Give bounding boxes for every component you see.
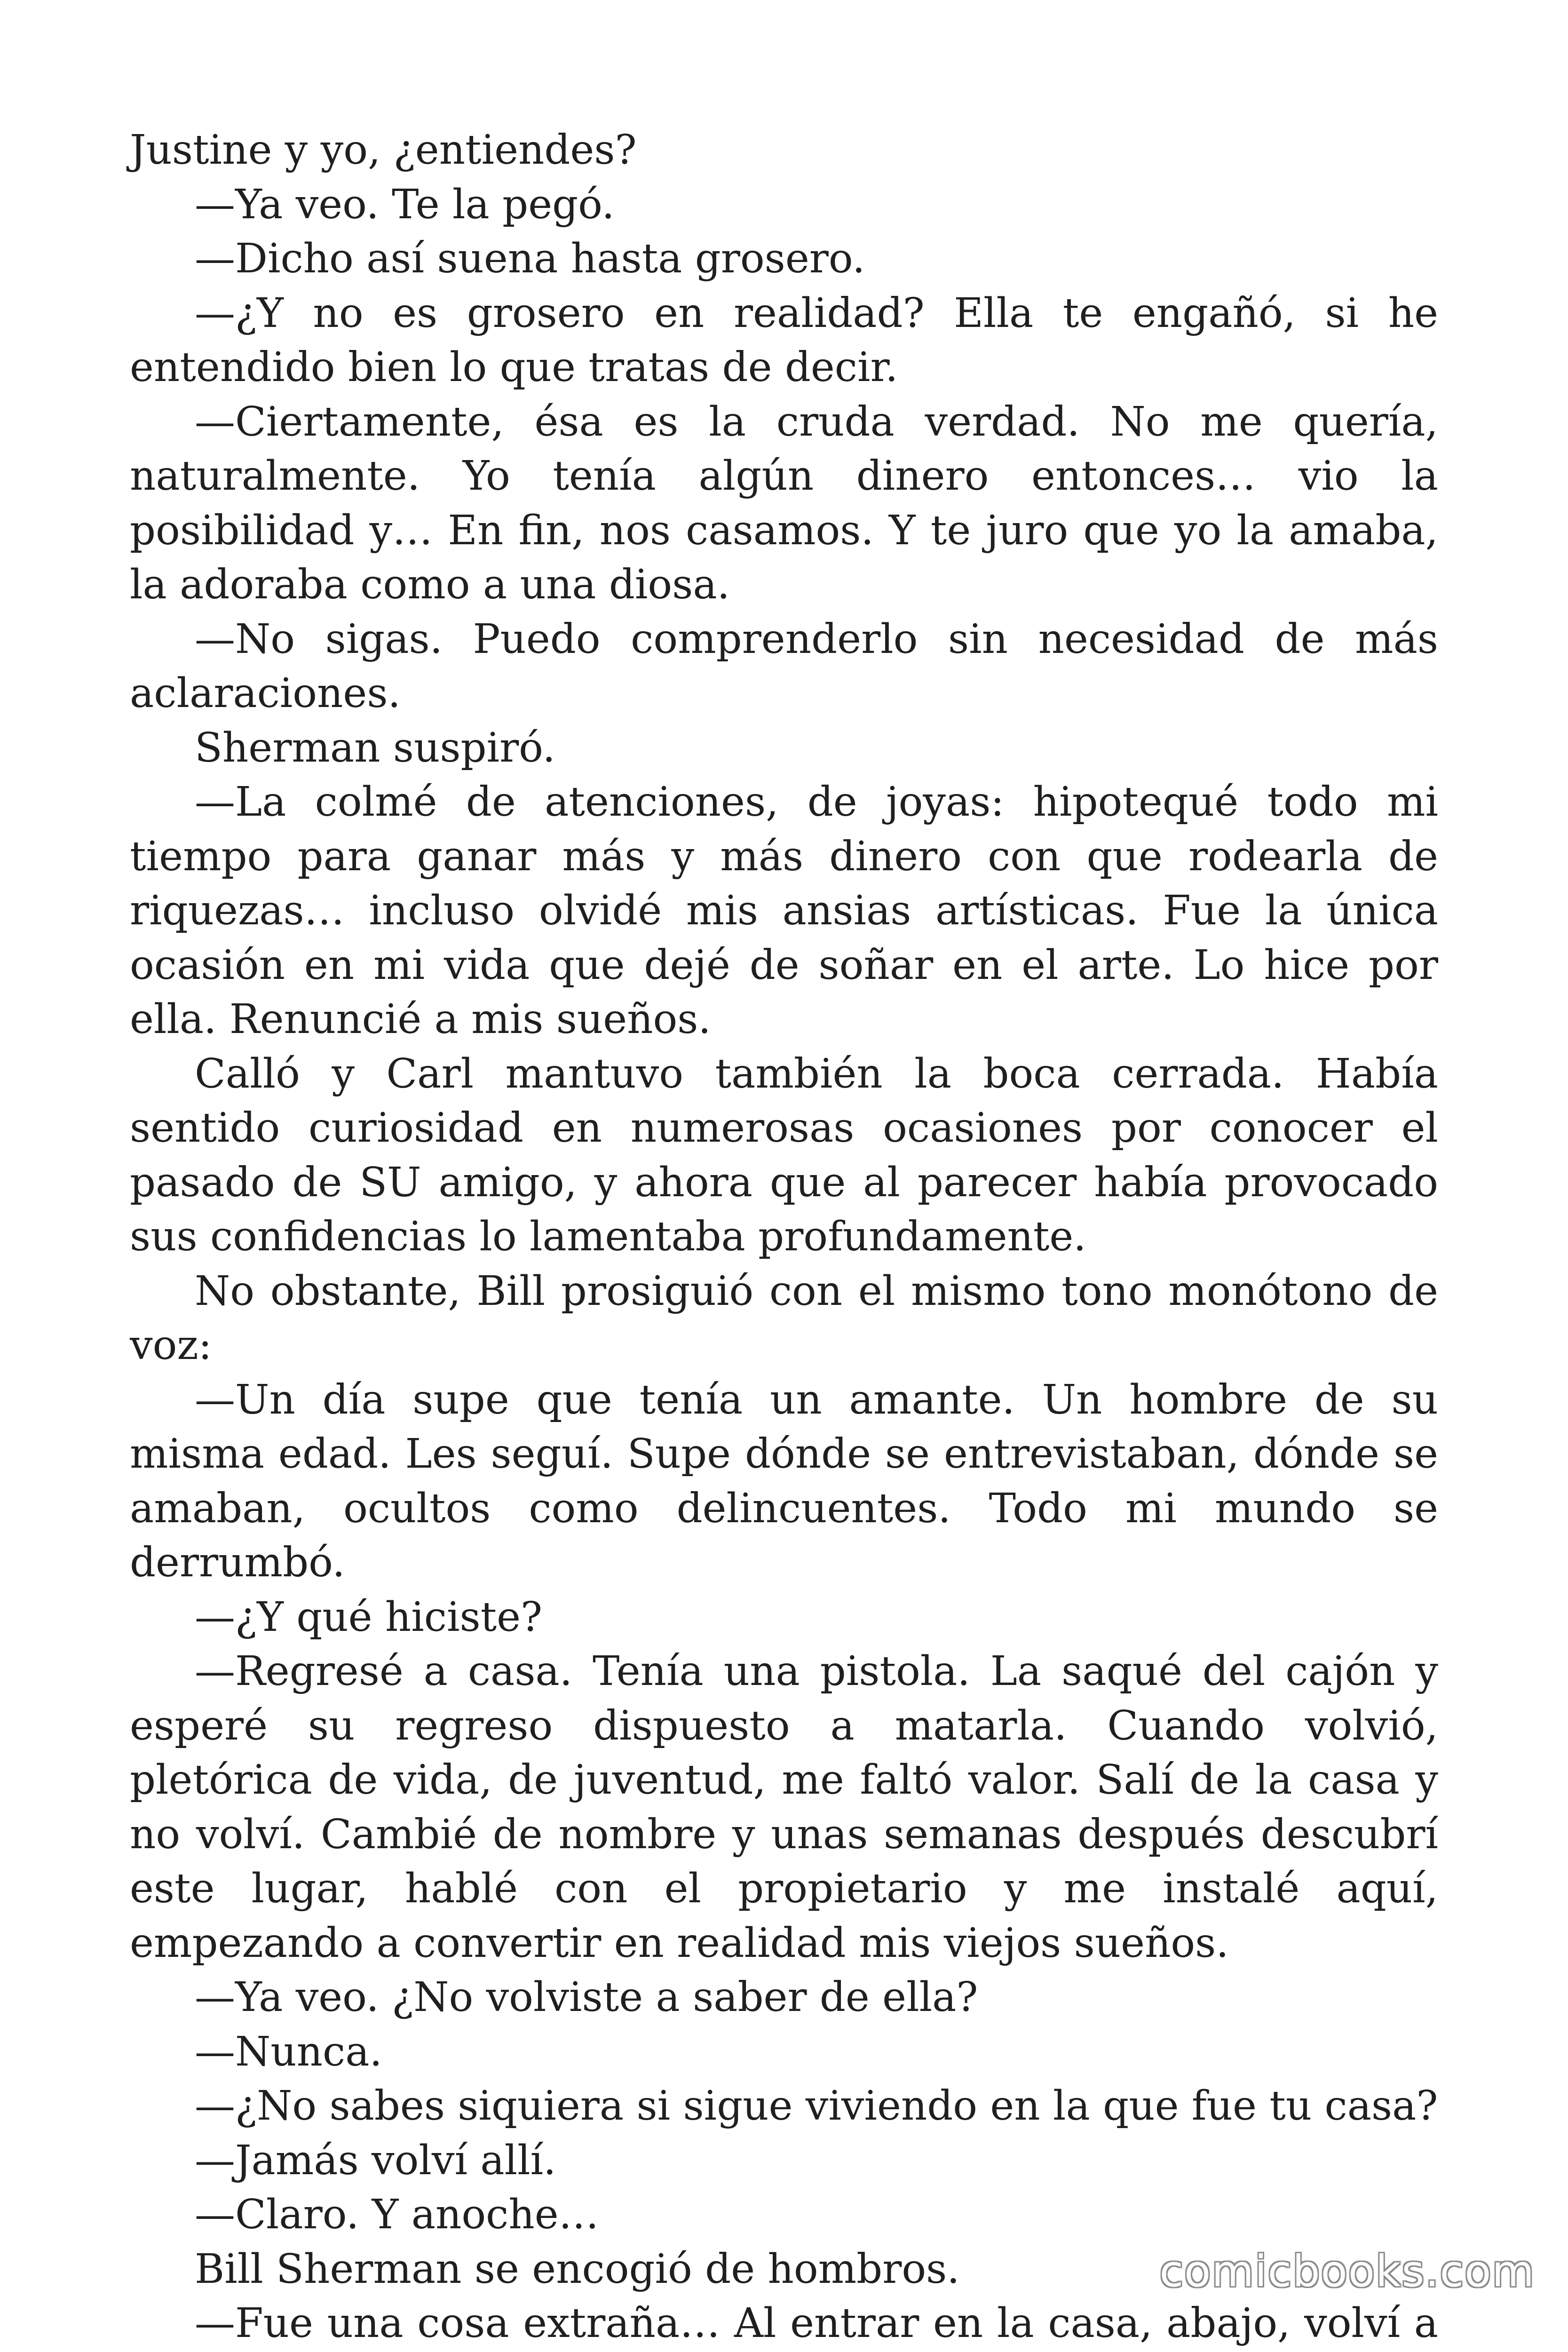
paragraph: Sherman suspiró. <box>195 724 555 771</box>
paragraph: No obstante, Bill prosiguió con el mismo tono monótono de voz: <box>130 1267 1438 1369</box>
paragraph: Bill Sherman se encogió de hombros. <box>195 2245 960 2293</box>
paragraph: —¿No sabes siquiera si sigue viviendo en la que fue tu casa? <box>195 2082 1438 2130</box>
page-body <box>130 123 1438 2351</box>
paragraph: —Ya veo. Te la pegó. <box>195 181 615 228</box>
watermark: comicbooks.com <box>1159 2246 1535 2296</box>
paragraph: Justine y yo, ¿entiendes? <box>130 127 637 174</box>
paragraph: —Dicho así suena hasta grosero. <box>195 235 865 282</box>
paragraph: —No sigas. Puedo comprenderlo sin necesidad de más aclaraciones. <box>130 615 1438 717</box>
paragraph: —Ya veo. ¿No volviste a saber de ella? <box>195 1974 978 2021</box>
paragraph: —Ciertamente, ésa es la cruda verdad. No me quería, naturalmente. Yo tenía algún dinero entonces… vio la posibilidad y… En fin, nos casamos. Y te juro que yo la amaba, la adoraba como a una diosa. <box>130 398 1438 608</box>
paragraph: —Regresé a casa. Tenía una pistola. La saqué del cajón y esperé su regreso dispuesto a matarla. Cuando volvió, pletórica de vida, de juventud, me faltó valor. Salí de la casa y no volví. Cambié de nombre y unas semanas después descubrí este lugar, hablé con el propietario y me instalé aquí, empezando a convertir en realidad mis viejos sueños. <box>130 1648 1438 1967</box>
paragraph: —Nunca. <box>195 2028 382 2075</box>
paragraph: —Un día supe que tenía un amante. Un hombre de su misma edad. Les seguí. Supe dónde se entrevistaban, dónde se amaban, ocultos como delincuentes. Todo mi mundo se derrumbó. <box>130 1376 1438 1586</box>
paragraph: Calló y Carl mantuvo también la boca cerrada. Había sentido curiosidad en numerosas ocasiones por conocer el pasado de SU amigo, y ahora que al parecer había provocado sus confidencias lo lamentaba profundamente. <box>130 1050 1438 1260</box>
paragraph: —Claro. Y anoche… <box>195 2191 599 2238</box>
paragraph: —¿Y qué hiciste? <box>195 1593 543 1641</box>
paragraph: —La colmé de atenciones, de joyas: hipotequé todo mi tiempo para ganar más y más dinero con que rodearla de riquezas… incluso olvidé mis ansias artísticas. Fue la única ocasión en mi vida que dejé de soñar en el arte. Lo hice por ella. Renuncié a mis sueños. <box>130 779 1438 1043</box>
paragraph: —Jamás volví allí. <box>195 2137 556 2184</box>
paragraph: —¿Y no es grosero en realidad? Ella te engañó, si he entendido bien lo que tratas de decir. <box>130 289 1438 391</box>
paragraph: —Fue una cosa extraña… Al entrar en la casa, abajo, volví a <box>195 2300 1438 2347</box>
